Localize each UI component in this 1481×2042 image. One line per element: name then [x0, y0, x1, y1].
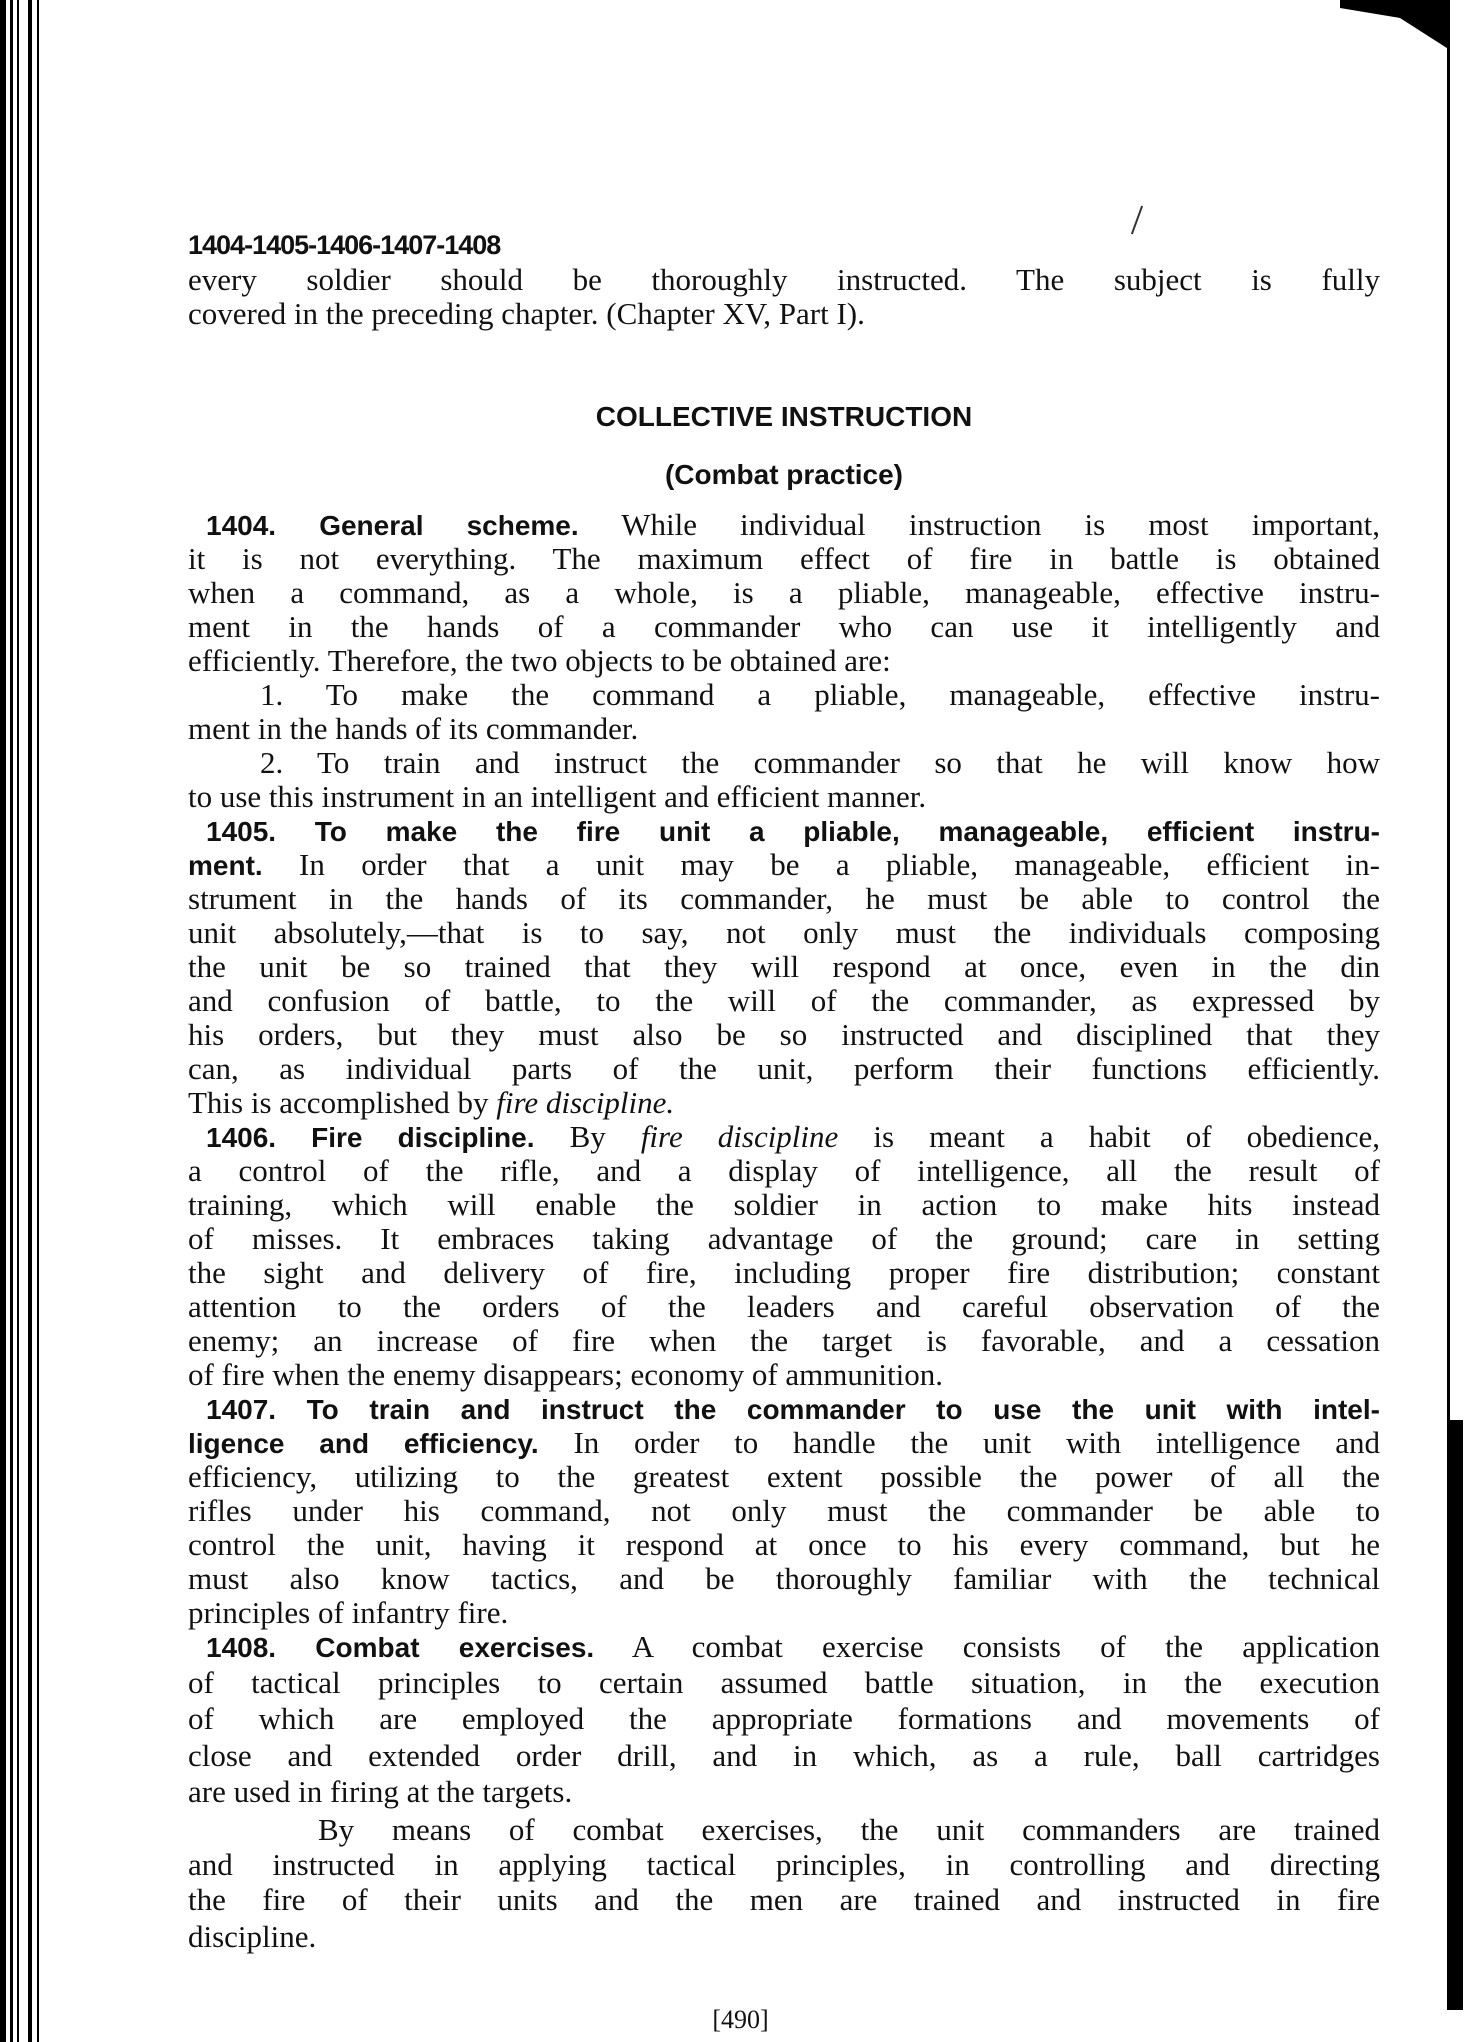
text-line [188, 984, 1380, 1018]
text-line [188, 1086, 1380, 1120]
text-line [188, 1460, 1380, 1494]
line-text: when a command, as a whole, is a pliable, manageable, effective instru- [188, 575, 1380, 610]
bold-heading-text: ligence and efficiency. [188, 1428, 539, 1459]
text-line [206, 508, 1380, 542]
running-head: 1404-1405-1406-1407-1408 [188, 230, 501, 260]
line-text: a control of the rifle, and a display of intelligence, all the result of [188, 1153, 1380, 1188]
text-line [188, 1666, 1380, 1700]
text-line [188, 1018, 1380, 1052]
line-text: are used in firing at the targets. [188, 1774, 573, 1809]
line-text: In order to handle the unit with intelligence and [538, 1425, 1380, 1460]
line-text: of tactical principles to certain assumed battle situation, in the execution [188, 1665, 1380, 1700]
text-line [260, 746, 1380, 780]
text-line [188, 950, 1380, 984]
line-text: efficiency, utilizing to the greatest extent possible the power of all the [188, 1459, 1380, 1494]
bold-heading-text: 1405. To make the fire unit a pliable, manageable, efficient instru- [206, 816, 1380, 847]
text-line [188, 1154, 1380, 1188]
line-text: of fire when the enemy disappears; economy of ammunition. [188, 1357, 943, 1392]
line-text: While individual instruction is most important, [578, 507, 1380, 542]
text-line [188, 1188, 1380, 1222]
line-text: By means of combat exercises, the unit commanders are trained [318, 1812, 1380, 1847]
line-text: of which are employed the appropriate formations and movements of [188, 1701, 1380, 1736]
bold-heading-text: ment. [188, 850, 263, 881]
text-line [188, 712, 1380, 746]
line-text: every soldier should be thoroughly instructed. The subject is fully [188, 262, 1380, 297]
line-text: his orders, but they must also be so instructed and disciplined that they [188, 1017, 1380, 1052]
line-text: and instructed in applying tactical principles, in controlling and directing [188, 1847, 1380, 1882]
line-text: By [534, 1119, 641, 1154]
text-line [206, 814, 1380, 848]
text-line [188, 542, 1380, 576]
text-line [188, 1920, 1380, 1954]
line-text: ment in the hands of a commander who can use it intelligently and [188, 609, 1380, 644]
line-text: the fire of their units and the men are trained and instructed in fire [188, 1882, 1380, 1917]
line-text: the unit be so trained that they will respond at once, even in the din [188, 949, 1380, 984]
line-text: This is accomplished by [188, 1085, 497, 1120]
text-line [188, 1775, 1380, 1809]
italic-text: fire discipline [640, 1119, 839, 1154]
text-line [188, 1052, 1380, 1086]
line-text: is meant a habit of obedience, [838, 1119, 1381, 1154]
text-line [188, 1256, 1380, 1290]
line-text: close and extended order drill, and in which, as a rule, ball cartridges [188, 1738, 1380, 1773]
bold-heading-text: 1404. General scheme. [206, 510, 579, 541]
line-text: discipline. [188, 1919, 317, 1954]
line-text: strument in the hands of its commander, he must be able to control the [188, 881, 1380, 916]
line-text: and confusion of battle, to the will of the commander, as expressed by [188, 983, 1380, 1018]
text-line [188, 297, 1380, 331]
page-number: [490] [712, 2005, 769, 2034]
text-line [188, 644, 1380, 678]
text-line [318, 1813, 1380, 1847]
text-line [188, 1528, 1380, 1562]
line-text: covered in the preceding chapter. (Chapter XV, Part I). [188, 296, 865, 331]
line-text: attention to the orders of the leaders and careful observation of the [188, 1289, 1380, 1324]
line-text: 2. To train and instruct the commander so that he will know how [260, 745, 1380, 780]
section-subtitle: (Combat practice) [664, 459, 904, 490]
text-line [188, 1494, 1380, 1528]
text-line [188, 263, 1380, 297]
text-line [188, 1222, 1380, 1256]
text-line [188, 1426, 1380, 1460]
line-text: In order that a unit may be a pliable, manageable, efficient in- [262, 847, 1380, 882]
text-line [188, 1739, 1380, 1773]
line-text: 1. To make the command a pliable, manageable, effective instru- [260, 677, 1380, 712]
text-line [188, 1324, 1380, 1358]
line-text: can, as individual parts of the unit, perform their functions efficiently. [188, 1051, 1380, 1086]
text-line [188, 576, 1380, 610]
margin-mark [1131, 206, 1143, 235]
line-text: rifles under his command, not only must the commander be able to [188, 1493, 1380, 1528]
line-text: it is not everything. The maximum effect of fire in battle is obtained [188, 541, 1380, 576]
line-text: of misses. It embraces taking advantage of the ground; care in setting [188, 1221, 1380, 1256]
line-text: A combat exercise consists of the application [594, 1629, 1380, 1664]
line-text: efficiently. Therefore, the two objects to be obtained are: [188, 643, 891, 678]
text-line [188, 1596, 1380, 1630]
section-title: COLLECTIVE INSTRUCTION [595, 401, 973, 432]
text-line [188, 780, 1380, 814]
line-text: must also know tactics, and be thoroughly familiar with the technical [188, 1561, 1380, 1596]
text-line [188, 848, 1380, 882]
italic-text: fire discipline. [496, 1085, 675, 1120]
line-text: training, which will enable the soldier in action to make hits instead [188, 1187, 1380, 1222]
text-line [188, 1848, 1380, 1882]
text-line [206, 1120, 1380, 1154]
line-text: control the unit, having it respond at once to his every command, but he [188, 1527, 1380, 1562]
line-text: unit absolutely,—that is to say, not only must the individuals composing [188, 915, 1380, 950]
text-line [188, 916, 1380, 950]
text-line [188, 1290, 1380, 1324]
text-line [206, 1392, 1380, 1426]
text-line [188, 1702, 1380, 1736]
bold-heading-text: 1408. Combat exercises. [206, 1632, 595, 1663]
line-text: the sight and delivery of fire, including proper fire distribution; constant [188, 1255, 1380, 1290]
line-text: enemy; an increase of fire when the target is favorable, and a cessation [188, 1323, 1380, 1358]
text-line [188, 1562, 1380, 1596]
line-text: principles of infantry fire. [188, 1595, 509, 1630]
text-line [206, 1630, 1380, 1664]
text-line [188, 882, 1380, 916]
text-line [188, 1883, 1380, 1917]
text-line [188, 610, 1380, 644]
text-line [260, 678, 1380, 712]
bold-heading-text: 1406. Fire discipline. [206, 1122, 535, 1153]
line-text: to use this instrument in an intelligent and efficient manner. [188, 779, 927, 814]
line-text: ment in the hands of its commander. [188, 711, 639, 746]
text-line [188, 1358, 1380, 1392]
bold-heading-text: 1407. To train and instruct the commander to use the unit with intel- [206, 1394, 1380, 1425]
